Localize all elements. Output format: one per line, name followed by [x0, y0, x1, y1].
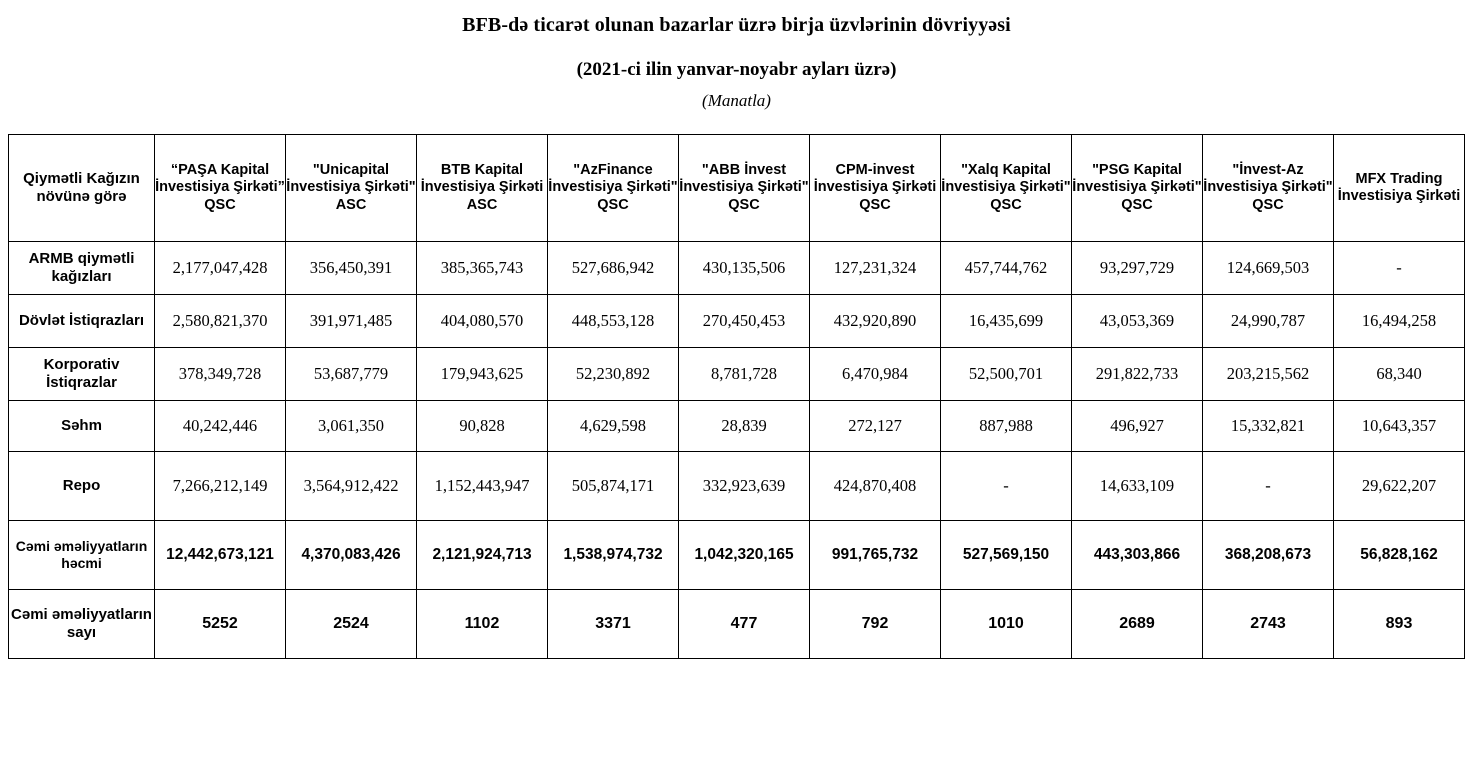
cell-total-psg: 443,303,866 — [1072, 521, 1203, 590]
cell-total-pasha: 12,442,673,121 — [155, 521, 286, 590]
title-block — [0, 0, 1473, 111]
cell-repo-unicapital: 3,564,912,422 — [286, 452, 417, 521]
column-header-btb-kapital: BTB Kapital İnvestisiya Şirkəti ASC — [417, 135, 548, 242]
cell-count-pasha: 5252 — [155, 590, 286, 659]
document-unit-note: (Manatla) — [702, 91, 771, 110]
table-corner-header: Qiymətli Kağızın növünə görə — [9, 135, 155, 242]
table-row-total-volume — [9, 521, 1465, 590]
column-header-invest-az: "İnvest-Az İnvestisiya Şirkəti" QSC — [1203, 135, 1334, 242]
document-subtitle: (2021-ci ilin yanvar-noyabr ayları üzrə) — [576, 59, 897, 80]
cell-total-unicapital: 4,370,083,426 — [286, 521, 417, 590]
column-header-abb-invest: "ABB İnvest İnvestisiya Şirkəti" QSC — [679, 135, 810, 242]
cell-total-mfx: 56,828,162 — [1334, 521, 1465, 590]
cell-dovlet-psg: 43,053,369 — [1072, 295, 1203, 348]
cell-armb-unicapital: 356,450,391 — [286, 242, 417, 295]
cell-repo-cpm: 424,870,408 — [810, 452, 941, 521]
cell-count-unicapital: 2524 — [286, 590, 417, 659]
row-header-korporativ-istiqrazlar: Korporativ İstiqrazlar — [9, 348, 155, 401]
cell-total-abb: 1,042,320,165 — [679, 521, 810, 590]
cell-dovlet-abb: 270,450,453 — [679, 295, 810, 348]
cell-repo-investaz: - — [1203, 452, 1334, 521]
cell-repo-abb: 332,923,639 — [679, 452, 810, 521]
cell-dovlet-cpm: 432,920,890 — [810, 295, 941, 348]
table-row — [9, 401, 1465, 452]
cell-sehm-cpm: 272,127 — [810, 401, 941, 452]
cell-armb-xalq: 457,744,762 — [941, 242, 1072, 295]
row-header-dovlet-istiqrazlari: Dövlət İstiqrazları — [9, 295, 155, 348]
cell-armb-mfx: - — [1334, 242, 1465, 295]
cell-repo-pasha: 7,266,212,149 — [155, 452, 286, 521]
cell-armb-investaz: 124,669,503 — [1203, 242, 1334, 295]
cell-dovlet-azfinance: 448,553,128 — [548, 295, 679, 348]
cell-sehm-investaz: 15,332,821 — [1203, 401, 1334, 452]
cell-count-mfx: 893 — [1334, 590, 1465, 659]
cell-sehm-pasha: 40,242,446 — [155, 401, 286, 452]
cell-count-btb: 1102 — [417, 590, 548, 659]
cell-total-cpm: 991,765,732 — [810, 521, 941, 590]
cell-korporativ-pasha: 378,349,728 — [155, 348, 286, 401]
row-header-cemi-sayi: Cəmi əməliyyatların sayı — [9, 590, 155, 659]
column-header-pasha-kapital: “PAŞA Kapital İnvestisiya Şirkəti” QSC — [155, 135, 286, 242]
cell-count-abb: 477 — [679, 590, 810, 659]
cell-sehm-btb: 90,828 — [417, 401, 548, 452]
cell-repo-btb: 1,152,443,947 — [417, 452, 548, 521]
cell-korporativ-xalq: 52,500,701 — [941, 348, 1072, 401]
cell-korporativ-azfinance: 52,230,892 — [548, 348, 679, 401]
row-header-sehm: Səhm — [9, 401, 155, 452]
table-row — [9, 295, 1465, 348]
cell-repo-mfx: 29,622,207 — [1334, 452, 1465, 521]
cell-dovlet-btb: 404,080,570 — [417, 295, 548, 348]
cell-total-investaz: 368,208,673 — [1203, 521, 1334, 590]
cell-dovlet-mfx: 16,494,258 — [1334, 295, 1465, 348]
cell-korporativ-investaz: 203,215,562 — [1203, 348, 1334, 401]
cell-total-xalq: 527,569,150 — [941, 521, 1072, 590]
cell-sehm-mfx: 10,643,357 — [1334, 401, 1465, 452]
turnover-table-container — [8, 134, 1465, 659]
cell-korporativ-mfx: 68,340 — [1334, 348, 1465, 401]
column-header-xalq-kapital: "Xalq Kapital İnvestisiya Şirkəti" QSC — [941, 135, 1072, 242]
cell-dovlet-unicapital: 391,971,485 — [286, 295, 417, 348]
column-header-psg-kapital: "PSG Kapital İnvestisiya Şirkəti" QSC — [1072, 135, 1203, 242]
column-header-cpm-invest: CPM-invest İnvestisiya Şirkəti QSC — [810, 135, 941, 242]
cell-korporativ-btb: 179,943,625 — [417, 348, 548, 401]
table-row-total-count — [9, 590, 1465, 659]
cell-armb-pasha: 2,177,047,428 — [155, 242, 286, 295]
turnover-table — [8, 134, 1465, 659]
cell-korporativ-psg: 291,822,733 — [1072, 348, 1203, 401]
column-header-unicapital: "Unicapital İnvestisiya Şirkəti" ASC — [286, 135, 417, 242]
table-row — [9, 348, 1465, 401]
row-header-cemi-hecmi: Cəmi əməliyyatların həcmi — [9, 521, 155, 590]
cell-repo-azfinance: 505,874,171 — [548, 452, 679, 521]
cell-repo-psg: 14,633,109 — [1072, 452, 1203, 521]
cell-dovlet-investaz: 24,990,787 — [1203, 295, 1334, 348]
cell-sehm-unicapital: 3,061,350 — [286, 401, 417, 452]
table-row — [9, 452, 1465, 521]
cell-dovlet-pasha: 2,580,821,370 — [155, 295, 286, 348]
cell-count-xalq: 1010 — [941, 590, 1072, 659]
cell-armb-btb: 385,365,743 — [417, 242, 548, 295]
cell-armb-psg: 93,297,729 — [1072, 242, 1203, 295]
cell-armb-cpm: 127,231,324 — [810, 242, 941, 295]
cell-sehm-xalq: 887,988 — [941, 401, 1072, 452]
cell-armb-azfinance: 527,686,942 — [548, 242, 679, 295]
cell-repo-xalq: - — [941, 452, 1072, 521]
row-header-repo: Repo — [9, 452, 155, 521]
cell-sehm-psg: 496,927 — [1072, 401, 1203, 452]
cell-sehm-azfinance: 4,629,598 — [548, 401, 679, 452]
cell-korporativ-unicapital: 53,687,779 — [286, 348, 417, 401]
cell-count-azfinance: 3371 — [548, 590, 679, 659]
cell-sehm-abb: 28,839 — [679, 401, 810, 452]
cell-armb-abb: 430,135,506 — [679, 242, 810, 295]
cell-total-btb: 2,121,924,713 — [417, 521, 548, 590]
table-row — [9, 242, 1465, 295]
column-header-mfx-trading: MFX Trading İnvestisiya Şirkəti — [1334, 135, 1465, 242]
table-header-row — [9, 135, 1465, 242]
cell-count-psg: 2689 — [1072, 590, 1203, 659]
cell-count-cpm: 792 — [810, 590, 941, 659]
document-title: BFB-də ticarət olunan bazarlar üzrə birja üzvlərinin dövriyyəsi — [462, 14, 1011, 36]
cell-korporativ-abb: 8,781,728 — [679, 348, 810, 401]
cell-total-azfinance: 1,538,974,732 — [548, 521, 679, 590]
cell-dovlet-xalq: 16,435,699 — [941, 295, 1072, 348]
row-header-armb: ARMB qiymətli kağızları — [9, 242, 155, 295]
cell-korporativ-cpm: 6,470,984 — [810, 348, 941, 401]
column-header-azfinance: "AzFinance İnvestisiya Şirkəti" QSC — [548, 135, 679, 242]
cell-count-investaz: 2743 — [1203, 590, 1334, 659]
